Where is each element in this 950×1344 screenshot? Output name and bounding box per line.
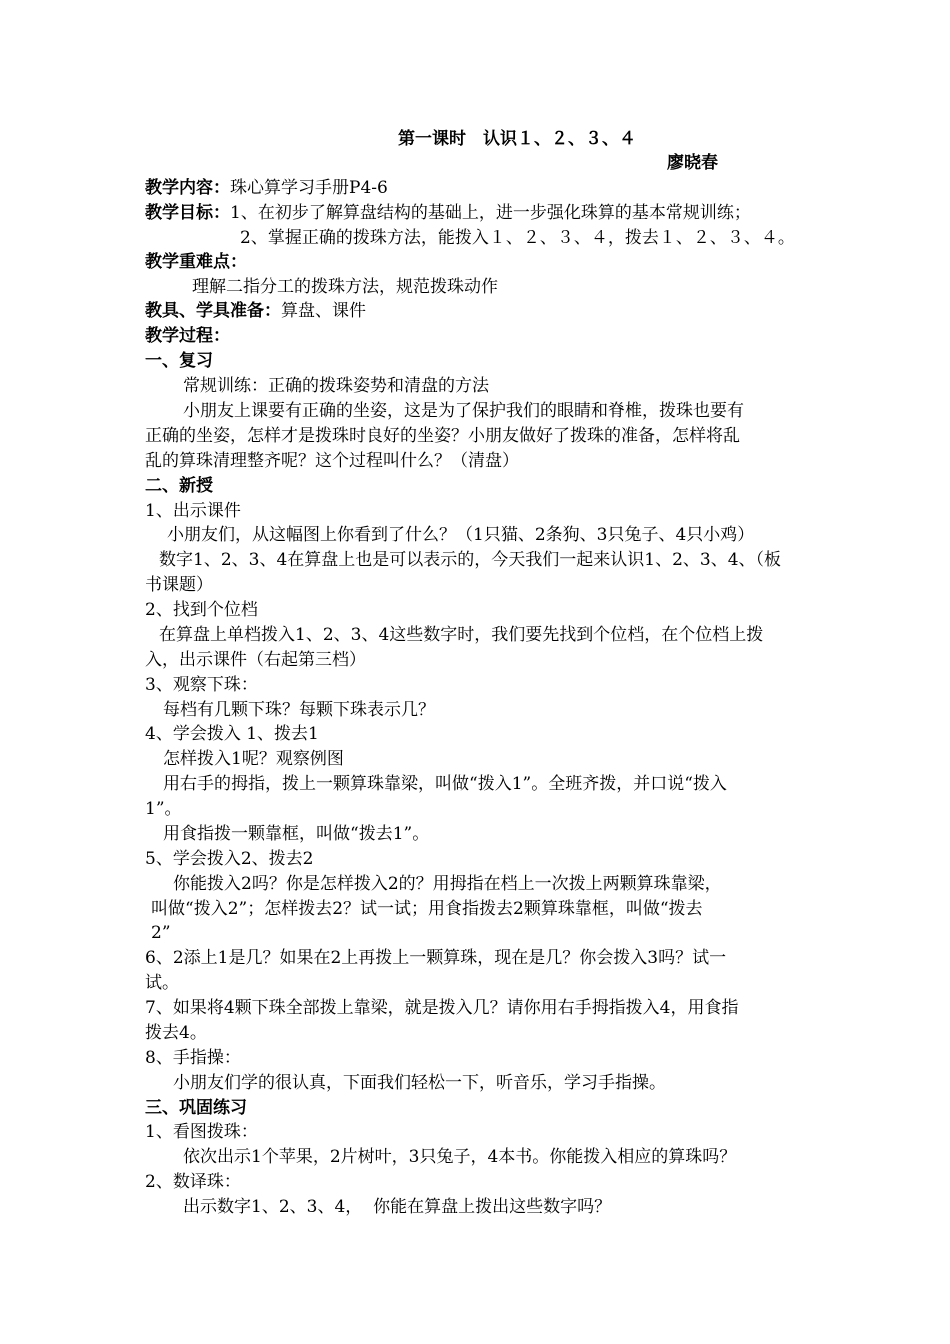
subsection-heading: 3、观察下珠：	[145, 675, 258, 695]
goal-line-1	[145, 201, 751, 225]
tools-value: 算盘、课件	[281, 301, 366, 321]
section-heading: 三、巩固练习	[145, 1098, 247, 1118]
paragraph-line: 小朋友们学的很认真，下面我们轻松一下，听音乐，学习手指操。	[173, 1073, 666, 1093]
paragraph-line: 用食指拨一颗靠框，叫做“拨去1”。	[163, 824, 430, 844]
page-title: 第一课时 认识１、２、３、４	[398, 129, 636, 149]
paragraph-line: 用右手的拇指，拨上一颗算珠靠梁，叫做“拨入1”。全班齐拨，并口说“拨入	[163, 774, 727, 794]
subsection-heading: 1、出示课件	[145, 501, 241, 521]
paragraph-line: 在算盘上单档拨入1、2、3、4这些数字时，我们要先找到个位档，在个位档上拨	[159, 625, 764, 645]
paragraph-line: 拨去4。	[145, 1023, 207, 1043]
content-line	[145, 176, 388, 200]
paragraph-line: 试。	[145, 973, 179, 993]
paragraph-line: 叫做“拨入2”；怎样拨去2？试一试；用食指拨去2颗算珠靠框，叫做“拨去	[151, 899, 703, 919]
paragraph-line: 你能拨入2吗？你是怎样拨入2的？用拇指在档上一次拨上两颗算珠靠梁，	[173, 874, 722, 894]
paragraph-line: 入，出示课件（右起第三档）	[145, 650, 366, 670]
paragraph-line: 小朋友上课要有正确的坐姿，这是为了保护我们的眼睛和脊椎，拨珠也要有	[183, 401, 744, 421]
section-heading: 二、新授	[145, 476, 213, 496]
author-name: 廖晓春	[667, 153, 718, 173]
paragraph-line: 数字1、2、3、4在算盘上也是可以表示的，今天我们一起来认识1、2、3、4、（板	[159, 550, 782, 570]
subsection-heading: 5、学会拨入2、拨去2	[145, 849, 314, 869]
goal-label: 教学目标：	[145, 203, 230, 223]
tools-label: 教具、学具准备：	[145, 301, 281, 321]
content-value: 珠心算学习手册P4-6	[230, 178, 388, 198]
goal-text-2: 2、掌握正确的拨珠方法，能拨入１、２、３、４，拨去１、２、３、４。	[240, 228, 795, 248]
paragraph-line: 小朋友们，从这幅图上你看到了什么？（1只猫、2条狗、3只兔子、4只小鸡）	[167, 525, 755, 545]
subsection-heading: 2、数译珠：	[145, 1172, 241, 1192]
subsection-heading: 1、看图拨珠：	[145, 1122, 258, 1142]
tools-line	[145, 299, 366, 323]
paragraph-line: 正确的坐姿，怎样才是拨珠时良好的坐姿？小朋友做好了拨珠的准备，怎样将乱	[145, 426, 740, 446]
content-label: 教学内容：	[145, 178, 230, 198]
subsection-heading: 2、找到个位档	[145, 600, 258, 620]
paragraph-line: 6、2添上1是几？如果在2上再拨上一颗算珠，现在是几？你会拨入3吗？试一	[145, 948, 727, 968]
paragraph-line: 依次出示1个苹果，2片树叶，3只兔子，4本书。你能拨入相应的算珠吗？	[183, 1147, 737, 1167]
paragraph-line: 乱的算珠清理整齐呢？这个过程叫什么？（清盘）	[145, 451, 519, 471]
paragraph-line: 2”	[151, 923, 171, 943]
goal-text-1: 1、在初步了解算盘结构的基础上，进一步强化珠算的基本常规训练；	[230, 203, 751, 223]
process-label: 教学过程：	[145, 326, 230, 346]
paragraph-line: 书课题）	[145, 575, 213, 595]
section-heading: 一、复习	[145, 351, 213, 371]
paragraph-line: 1”。	[145, 799, 182, 819]
key-value: 理解二指分工的拨珠方法，规范拨珠动作	[192, 277, 498, 297]
paragraph-line: 怎样拨入1呢？观察例图	[163, 749, 344, 769]
paragraph-line: 每档有几颗下珠？每颗下珠表示几？	[163, 700, 435, 720]
paragraph-line: 常规训练：正确的拨珠姿势和清盘的方法	[183, 376, 489, 396]
subsection-heading: 4、学会拨入 1、拨去1	[145, 724, 319, 744]
subsection-heading: 8、手指操：	[145, 1048, 241, 1068]
key-label: 教学重难点：	[145, 252, 247, 272]
paragraph-line: 出示数字1、2、3、4， 你能在算盘上拨出这些数字吗？	[183, 1197, 612, 1217]
paragraph-line: 7、如果将4颗下珠全部拨上靠梁，就是拨入几？请你用右手拇指拨入4，用食指	[145, 998, 739, 1018]
